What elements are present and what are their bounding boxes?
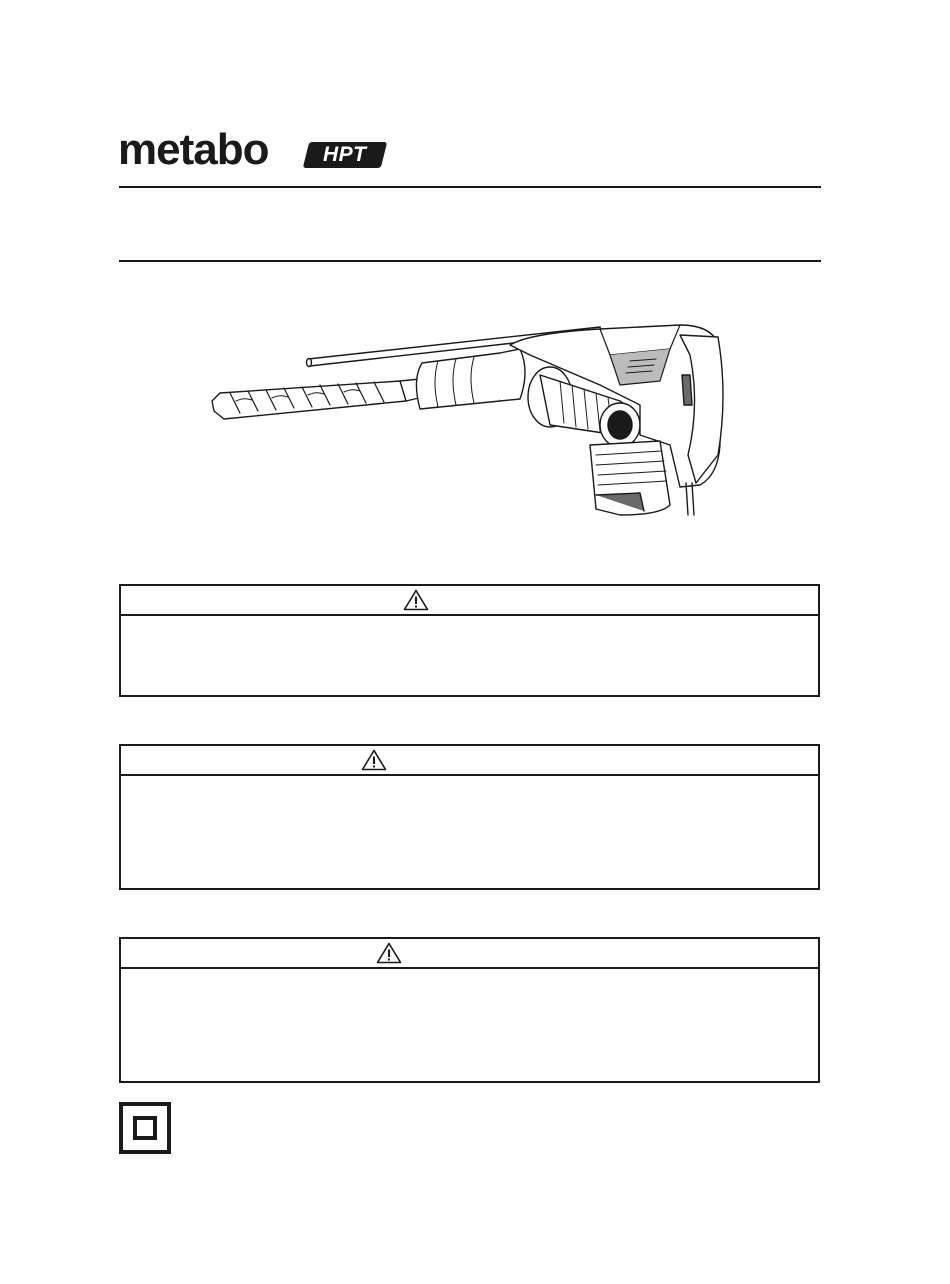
brand-badge (303, 142, 387, 168)
header-rule-top (119, 186, 821, 188)
warning-box-2 (119, 744, 820, 890)
warning-box-header (121, 586, 818, 616)
rotary-hammer-drill-illustration (200, 315, 730, 525)
double-insulation-icon (119, 1102, 171, 1154)
warning-box-header (121, 746, 818, 776)
warning-triangle-icon (403, 589, 429, 611)
header-rule-bottom (119, 260, 821, 262)
brand-wordmark: metabo (118, 125, 269, 174)
warning-triangle-icon (376, 942, 402, 964)
warning-box-3 (119, 937, 820, 1083)
brand-badge-text: HPT (323, 143, 367, 166)
warning-triangle-icon (361, 749, 387, 771)
double-insulation-inner-square (133, 1116, 157, 1140)
warning-box-header (121, 939, 818, 969)
warning-box-1 (119, 584, 820, 697)
